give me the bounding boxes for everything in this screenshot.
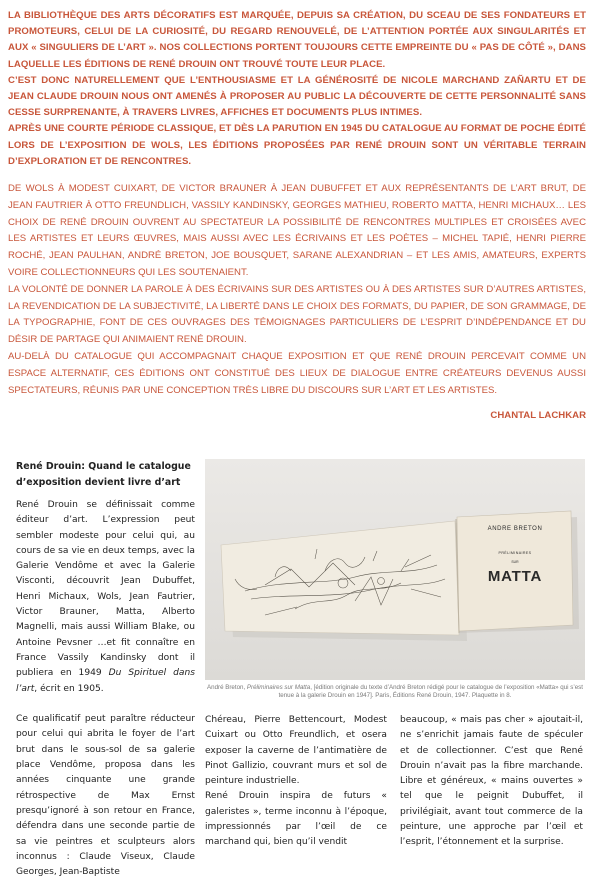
body-paragraph-1: DE WOLS À MODEST CUIXART, DE VICTOR BRAUNER À JEAN DUBUFFET ET AUX REPRÉSENTANTS DE L’ART BRUT, DE JEAN FAUTRIER À OTTO FREUNDLICH, VASSILY KANDINSKY, GEORGES MATHIEU, ROBERTO MATTA, HENRI MICHAUX… LES CHOIX DE RENÉ DROUIN OUVRENT AU SPECTATEUR LA POSSIBILITÉ DE RENCONTRES MULTIPLES ET CROISÉES AVEC LES ARTISTES ET LEURS ŒUVRES, MAIS AUSSI AVEC LES ÉCRIVAINS ET LES POÈTES – MICHEL TAPIÉ, HENRI PIERRE ROCHÉ, JEAN PAULHAN, ANDRÉ BRETON, JOE BOUSQUET, SARANE ALEXANDRIAN – ET LES AMIS, AMATEURS, EXPERTS VOIRE COLLECTIONNEURS QUI LES SOUTENAIENT. (8, 183, 586, 278)
cover-author: ANDRE BRETON (487, 526, 543, 532)
signature: CHANTAL LACHKAR (490, 410, 586, 421)
article-paragraph-2: Ce qualificatif peut paraître réducteur pour celui qui abrita le foyer de l’art brut dans le sous-sol de sa galerie place Vendôme, proposa dans les années cinquante une grande rétrospective de Max Ernst presqu’ignoré à son retour en France, défendra dans une seconde partie de sa vie peintres et sculpteurs alors inconnus : Claude Viseux, Claude Georges, Jean-Baptiste (16, 714, 195, 878)
intro-paragraph-2: C’EST DONC NATURELLEMENT QUE L’ENTHOUSIASME ET LA GÉNÉROSITÉ DE NICOLE MARCHAND ZAÑARTU ET DE JEAN CLAUDE DROUIN NOUS ONT AMENÉS À PROPOSER AU PUBLIC LA DÉCOUVERTE DE CETTE PERSONNALITÉ SANS CESSE SURPRENANTE, À TRAVERS LIVRES, AFFICHES ET DOCUMENTS PLUS INTIMES. (8, 74, 586, 119)
open-book-illustration (205, 459, 585, 680)
body-paragraph-2: LA VOLONTÉ DE DONNER LA PAROLE À DES ÉCRIVAINS SUR DES ARTISTES OU À DES ARTISTES SUR D’AUTRES ARTISTES, LA REVENDICATION DE LA SUBJECTIVITÉ, LA LIBERTÉ DANS LE CHOIX DES FORMATS, DU PAPIER, DE SON GRAMMAGE, DE LA TYPOGRAPHIE, FONT DE CES OUVRAGES DES TÉMOIGNAGES PARTICULIERS DE L’ESPRIT D’INDÉPENDANCE ET DU DÉSIR DE PARTAGE QUI ANIMAIENT RENÉ DROUIN. (8, 283, 586, 346)
article-paragraph-1-text: René Drouin se définissait comme éditeur d’art. L’expression peut sembler modeste pour celui qui, au cours de sa vie en deux temps, avec la Galerie Vendôme et avec la Galerie Visconti, découvrit Jean Dubuffet, Henri Michaux, Wols, Jean Fautrier, Victor Brauner, Matta, Alberto Magnelli, mais aussi William Blake, ou Antoine Pevsner …et fit connaître en France Vassily Kandinsky dont il publiera en 1949 (16, 500, 195, 679)
article-paragraph-4: René Drouin inspira de futurs « galeristes », terme inconnu à l’époque, impressionnés par l’œil de ce marchand qui, bien qu’il vendit (205, 791, 387, 848)
intro-block (8, 8, 586, 170)
cover-title: MATTA (487, 568, 543, 585)
caption-text-a: André Breton, (207, 684, 247, 691)
article-column-1 (16, 498, 195, 896)
cover-sur: SUR (511, 560, 519, 564)
body-paragraph-3: AU-DELÀ DU CATALOGUE QUI ACCOMPAGNAIT CHAQUE EXPOSITION ET QUE RENÉ DROUIN PERCEVAIT COMME UN ESPACE ALTERNATIF, CES ÉDITIONS ONT CONSTITUÉ DES LIEUX DE DIALOGUE ENTRE CRÉATEURS DEVENUS AUSSI SPECTATEURS, RÉUNIS PAR UNE CONCEPTION TRÈS LIBRE DU DISCOURS SUR L’ART ET LES ARTISTES. (8, 350, 586, 396)
cover-subtitle: PRÉLIMINAIRES (498, 551, 532, 555)
intro-paragraph-3: APRÈS UNE COURTE PÉRIODE CLASSIQUE, ET DÈS LA PARUTION EN 1945 DU CATALOGUE AU FORMAT DE POCHE ÉDITÉ LORS DE L’EXPOSITION DE WOLS, LES ÉDITIONS PROPOSÉES PAR RENÉ DROUIN SONT UN VÉRITABLE TERRAIN D’EXPLORATION ET DE RENCONTRES. (8, 123, 586, 167)
intro-paragraph-1: LA BIBLIOTHÈQUE DES ARTS DÉCORATIFS EST MARQUÉE, DEPUIS SA CRÉATION, DU SCEAU DE SES FONDATEURS ET PROMOTEURS, CELUI DE LA CURIOSITÉ, DU REGARD RENOUVELÉ, DE L’ATTENTION PORTÉE AUX SINGULARITÉS ET AUX « SINGULIERS DE L’ART ». NOS COLLECTIONS PORTENT TOUJOURS CETTE EMPREINTE DU « PAS DE CÔTÉ », DANS LAQUELLE LES ÉDITIONS DE RENÉ DROUIN ONT TROUVÉ TOUTE LEUR PLACE. (8, 10, 586, 70)
article-paragraph-1-end: , écrit en 1905. (34, 683, 104, 694)
caption-title: Préliminaires sur Matta (246, 684, 311, 691)
article-column-2 (205, 713, 387, 851)
book-photo (205, 459, 585, 680)
article-paragraph-1 (16, 498, 195, 697)
book-title-reference: Du Spirituel dans l’art (16, 668, 195, 694)
caption-text-b: , [édition originale du texte d’André Breton rédigé pour le catalogue de l’exposition «Matta» qui s’est tenue à la galerie Drouin en 1947]. Paris, Éditions René Drouin, 1947. Plaquette in 8. (278, 684, 583, 699)
article-paragraph-3: Chéreau, Pierre Bettencourt, Modest Cuixart ou Otto Freundlich, et osera exposer la caverne de l’antimatière de Pinot Gallizio, couvrant murs et sol de peinture industrielle. (205, 715, 387, 787)
figure-caption (205, 684, 585, 700)
article-paragraph-5: beaucoup, « mais pas cher » ajoutait-il, ne s’enrichit jamais faute de spéculer et de collectionner. C’est que René Drouin n’avait pas la fibre marchande. Libre et généreux, « mains ouvertes » tel que le peignit Dubuffet, il privilégiait, avant tout commerce de la peinture, une approche par l’œil et l’esprit, l’étonnement et la surprise. (400, 715, 583, 848)
article-headline: René Drouin: Quand le catalogue d’exposition devient livre d’art (16, 461, 191, 488)
body-block (8, 181, 586, 399)
article-column-3 (400, 713, 583, 851)
